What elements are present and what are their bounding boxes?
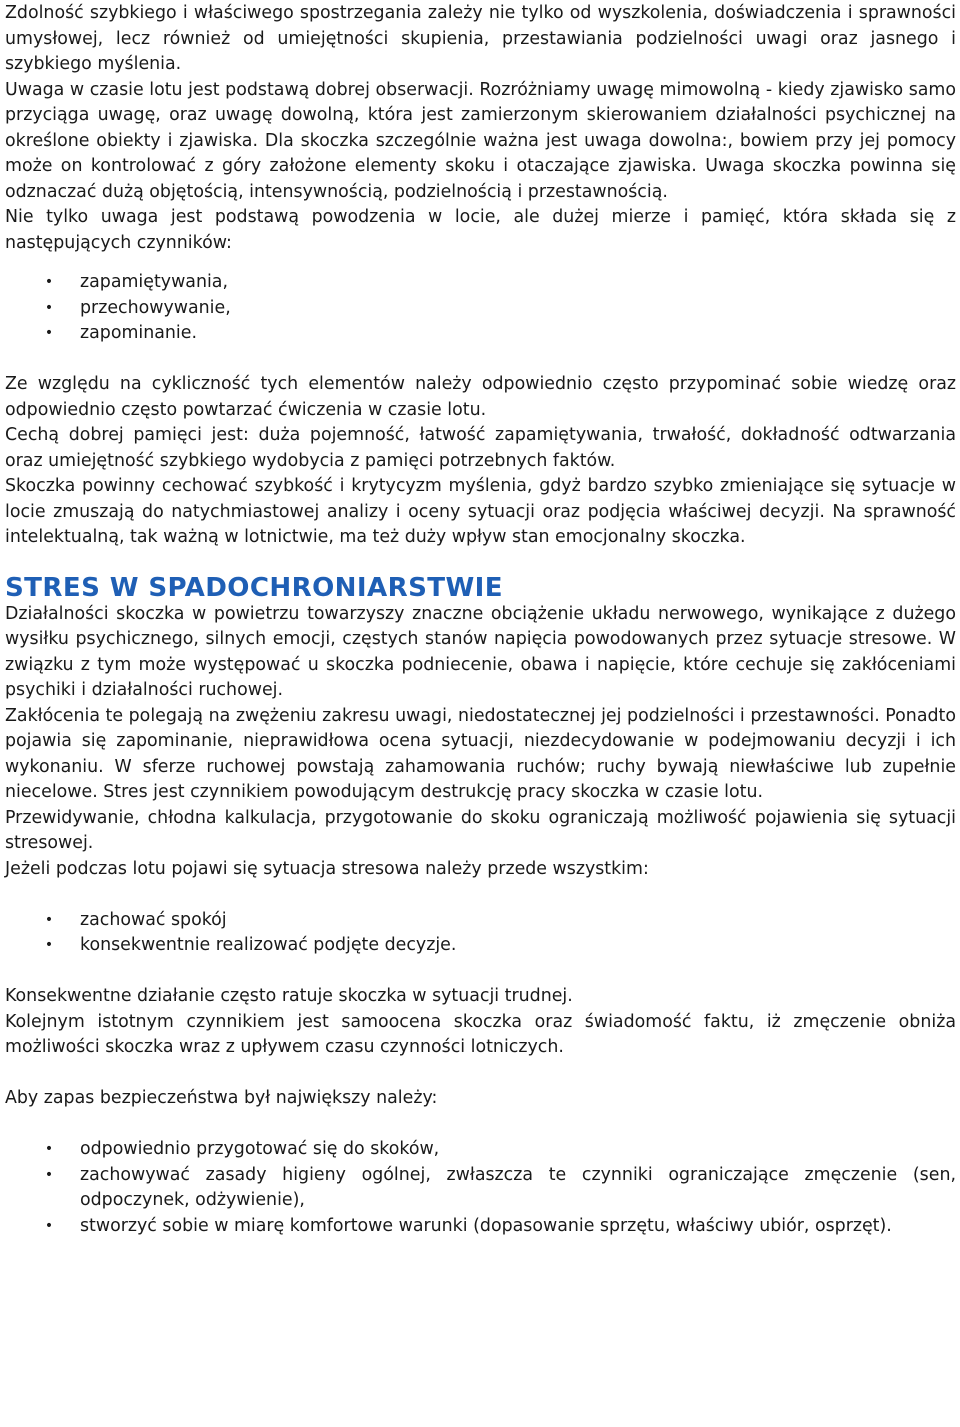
memory-factors-list — [5, 270, 956, 347]
stress-actions-list — [5, 908, 956, 959]
spacer — [5, 1061, 956, 1087]
list-item — [44, 1137, 956, 1163]
paragraph: Jeżeli podczas lotu pojawi się sytuacja stresowa należy przede wszystkim: — [5, 858, 649, 879]
list-item-text: konsekwentnie realizować podjęte decyzje. — [80, 935, 457, 955]
paragraph: Ze względu na cykliczność tych elementów należy odpowiednio często przypominać sobie wiedzę oraz odpowiednio często powtarzać ćwiczenia w czasie lotu. — [5, 374, 956, 420]
bullet-icon: • — [44, 911, 54, 928]
paragraph: Zakłócenia te polegają na zwężeniu zakresu uwagi, niedostatecznej jej podzielności i przestawności. Ponadto pojawia się zapominanie, nieprawidłowa ocena sytuacji, niezdecydowanie w podejmowaniu decyzji i ich wykonaniu. W sferze ruchowej powstają zahamowania ruchów; ruchy bywają niewłaściwe lub zupełnie niecelowe. Stres jest czynnikiem powodującym destrukcję pracy skoczka w czasie lotu. — [5, 705, 956, 802]
bullet-icon: • — [44, 274, 54, 290]
paragraph: Nie tylko uwaga jest podstawą powodzenia w locie, ale dużej mierze i pamięć, która składa się z następujących czynników: — [5, 207, 956, 253]
paragraph: Kolejnym istotnym czynnikiem jest samoocena skoczka oraz świadomość faktu, iż zmęczenie obniża możliwości skoczka wraz z upływem czasu czynności lotniczych. — [5, 1011, 956, 1057]
spacer — [5, 1112, 956, 1138]
bullet-icon: • — [44, 325, 54, 341]
paragraph: Zdolność szybkiego i właściwego spostrzegania zależy nie tylko od wyszkolenia, doświadczenia i sprawności umysłowej, lecz również od umiejętności skupienia, przestawiania podzielności uwagi oraz jasnego i szybkiego myślenia. — [5, 3, 956, 74]
spacer — [5, 347, 956, 373]
section-heading: STRES W SPADOCHRONIARSTWIE — [5, 573, 503, 603]
list-item — [44, 270, 956, 296]
bullet-icon: • — [44, 937, 54, 953]
list-item — [44, 933, 956, 959]
list-item-text: zapamiętywania, — [80, 272, 228, 292]
list-item-text: stworzyć sobie w miarę komfortowe warunki (dopasowanie sprzętu, właściwy ubiór, osprzęt). — [80, 1215, 892, 1236]
list-item-text: zachowywać zasady higieny ogólnej, zwłaszcza te czynniki ograniczające zmęczenie (sen, odpoczynek, odżywienie), — [80, 1164, 956, 1210]
paragraph: Aby zapas bezpieczeństwa był największy należy: — [5, 1088, 438, 1108]
bullet-icon: • — [44, 299, 54, 316]
paragraph: Przewidywanie, chłodna kalkulacja, przygotowanie do skoku ograniczają możliwość pojawienia się sytuacji stresowej. — [5, 807, 956, 853]
list-item — [44, 1163, 956, 1214]
paragraph: Działalności skoczka w powietrzu towarzyszy znaczne obciążenie układu nerwowego, wynikające z dużego wysiłku psychicznego, silnych emocji, częstych stanów napięcia powodowanych przez sytuacje stresowe. W związku z tym może występować u skoczka podniecenie, obawa i napięcie, które cechuje się zakłóceniami psychiki i działalności ruchowej. — [5, 603, 956, 700]
paragraph: Uwaga w czasie lotu jest podstawą dobrej obserwacji. Rozróżniamy uwagę mimowolną - kiedy zjawisko samo przyciąga uwagę, oraz uwagę dowolną, która jest zamierzonym skierowaniem działalności psychicznej na określone obiekty i zjawiska. Dla skoczka szczególnie ważna jest uwaga dowolna:, bowiem przy jej pomocy może on kontrolować z góry założone elementy skoku i otaczające zjawiska. Uwaga skoczka powinna się odznaczać dużą objętością, intensywnością, podzielnością i przestawnością. — [5, 79, 956, 202]
list-item — [44, 321, 956, 347]
bullet-icon: • — [44, 1217, 54, 1234]
list-item-text: zachować spokój — [80, 909, 227, 930]
paragraph: Konsekwentne działanie często ratuje skoczka w sytuacji trudnej. — [5, 986, 573, 1006]
paragraph: Skoczka powinny cechować szybkość i krytycyzm myślenia, gdyż bardzo szybko zmieniające się sytuacje w locie zmuszają do natychmiastowej analizy i oceny sytuacji oraz podjęcia właściwej decyzji. Na sprawność intelektualną, tak ważną w lotnictwie, ma też duży wpływ stan emocjonalny skoczka. — [5, 476, 956, 547]
spacer — [5, 959, 956, 985]
list-item — [44, 1214, 956, 1240]
list-item-text: przechowywanie, — [80, 297, 231, 318]
bullet-icon: • — [44, 1166, 54, 1183]
spacer — [5, 256, 956, 270]
list-item-text: odpowiednio przygotować się do skoków, — [80, 1139, 440, 1159]
list-item — [44, 908, 956, 934]
spacer — [5, 882, 956, 908]
bullet-icon: • — [44, 1141, 54, 1157]
safety-margin-list — [5, 1137, 956, 1239]
paragraph: Cechą dobrej pamięci jest: duża pojemność, łatwość zapamiętywania, trwałość, dokładność odtwarzania oraz umiejętność szybkiego wydobycia z pamięci potrzebnych faktów. — [5, 425, 956, 471]
list-item — [44, 296, 956, 322]
list-item-text: zapominanie. — [80, 323, 197, 343]
